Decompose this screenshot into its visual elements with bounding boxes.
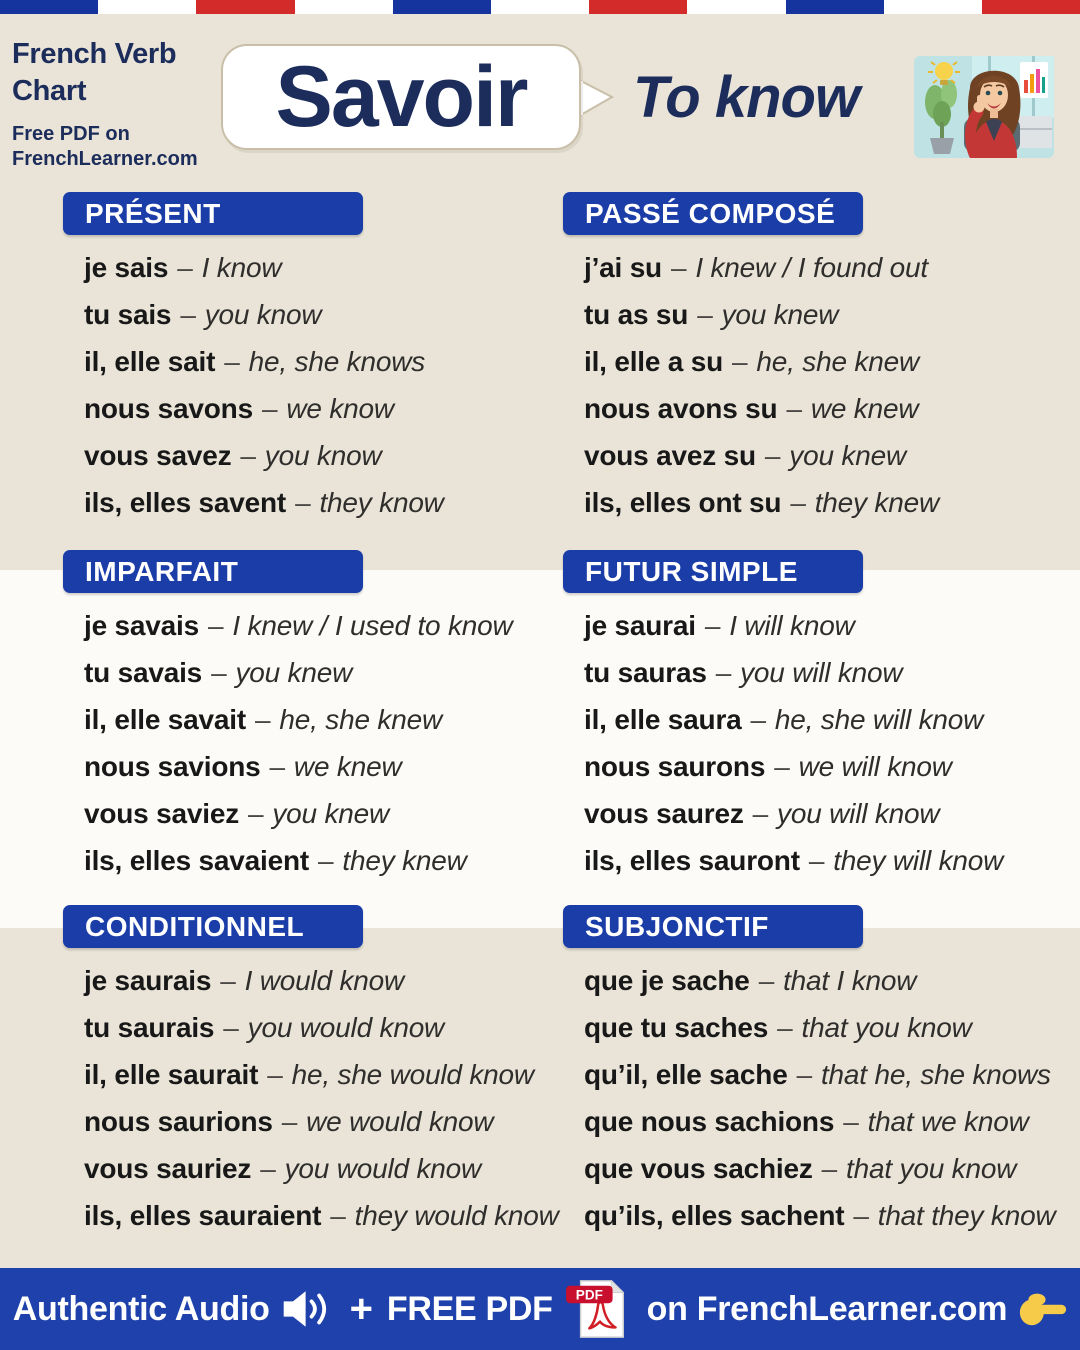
conjugation-row (584, 957, 1080, 1004)
section-passe-compose (563, 192, 1080, 526)
french-conjugation: vous saviez (84, 798, 239, 829)
english-translation: you know (264, 440, 382, 471)
conjugation-list (63, 957, 580, 1239)
conjugation-row (584, 1145, 1080, 1192)
english-translation: I knew / I used to know (232, 610, 513, 641)
separator: – (853, 1200, 869, 1231)
separator: – (774, 751, 790, 782)
separator: – (790, 487, 806, 518)
conjugation-row (84, 649, 580, 696)
separator: – (752, 798, 769, 829)
plus-sign: + (349, 1286, 373, 1331)
french-conjugation: ils, elles savent (84, 487, 287, 518)
tense-header: IMPARFAIT (63, 550, 363, 593)
separator: – (281, 1106, 298, 1137)
section-conditionnel (63, 905, 580, 1239)
section-futur-simple (563, 550, 1080, 884)
english-translation: we knew (810, 393, 919, 424)
separator: – (255, 704, 271, 735)
english-translation: we would know (306, 1106, 494, 1137)
french-conjugation: j’ai su (584, 252, 662, 283)
site-label: on FrenchLearner.com (646, 1289, 1008, 1328)
audio-label: Authentic Audio (12, 1289, 270, 1328)
french-conjugation: vous savez (84, 440, 232, 471)
conjugation-row (584, 479, 1080, 526)
conjugation-row (84, 743, 580, 790)
french-conjugation: ils, elles sauront (584, 845, 800, 876)
separator: – (220, 965, 236, 996)
free-pdf-label: FREE PDF (386, 1289, 553, 1328)
english-translation: you would know (284, 1153, 482, 1184)
english-translation: you knew (721, 299, 839, 330)
french-conjugation: nous saurons (584, 751, 766, 782)
french-conjugation: ils, elles ont su (584, 487, 782, 518)
separator: – (224, 346, 240, 377)
separator: – (715, 657, 732, 688)
english-translation: you knew (272, 798, 390, 829)
conjugation-row (84, 602, 580, 649)
separator: – (295, 487, 311, 518)
french-conjugation: que je sache (584, 965, 750, 996)
conjugation-list (563, 602, 1080, 884)
english-translation: they know (319, 487, 444, 518)
separator: – (764, 440, 781, 471)
conjugation-row (584, 649, 1080, 696)
french-conjugation: nous savons (84, 393, 253, 424)
french-conjugation: qu’il, elle sache (584, 1059, 788, 1090)
kicker-line: Chart (12, 75, 87, 107)
english-translation: you will know (740, 657, 903, 688)
english-translation: they will know (833, 845, 1004, 876)
separator: – (207, 610, 224, 641)
separator: – (786, 393, 802, 424)
conjugation-row (84, 1192, 580, 1239)
footer-banner (0, 1268, 1080, 1350)
separator: – (704, 610, 721, 641)
separator: – (248, 798, 264, 829)
english-translation: you would know (247, 1012, 445, 1043)
separator: – (260, 1153, 276, 1184)
tense-header: SUBJONCTIF (563, 905, 863, 948)
separator: – (269, 751, 285, 782)
english-translation: he, she knows (248, 346, 426, 377)
conjugation-list (563, 957, 1080, 1239)
conjugation-row (84, 696, 580, 743)
separator: – (843, 1106, 859, 1137)
separator: – (758, 965, 775, 996)
conjugation-row (84, 244, 580, 291)
speech-bubble-tail (578, 78, 616, 118)
separator: – (777, 1012, 793, 1043)
conjugation-row (584, 1004, 1080, 1051)
free-pdf-note (12, 122, 198, 172)
conjugation-row (584, 244, 1080, 291)
tense-header: PASSÉ COMPOSÉ (563, 192, 863, 235)
bar-chart-poster (1020, 62, 1048, 98)
french-conjugation: tu savais (84, 657, 203, 688)
separator: – (211, 657, 227, 688)
french-conjugation: je saurais (84, 965, 212, 996)
english-translation: he, she knew (279, 704, 442, 735)
pdf-badge-text: PDF (575, 1287, 603, 1303)
separator: – (318, 845, 334, 876)
conjugation-row (84, 291, 580, 338)
french-conjugation: ils, elles savaient (84, 845, 310, 876)
english-translation: I would know (244, 965, 405, 996)
section-present (63, 192, 580, 526)
tense-header: FUTUR SIMPLE (563, 550, 863, 593)
french-conjugation: il, elle savait (84, 704, 246, 735)
verb-title: Savoir (275, 49, 527, 145)
conjugation-row (584, 790, 1080, 837)
conjugation-row (584, 338, 1080, 385)
conjugation-row (584, 1098, 1080, 1145)
english-translation: they knew (342, 845, 467, 876)
conjugation-list (563, 244, 1080, 526)
french-conjugation: je saurai (584, 610, 696, 641)
english-translation: I know (201, 252, 282, 283)
french-conjugation: tu saurais (84, 1012, 215, 1043)
english-translation: I knew / I found out (695, 252, 928, 283)
conjugation-row (84, 1051, 580, 1098)
conjugation-row (84, 338, 580, 385)
conjugation-row (84, 479, 580, 526)
conjugation-row (584, 602, 1080, 649)
french-conjugation: il, elle sait (84, 346, 216, 377)
decorative-stripes (0, 0, 1080, 14)
conjugation-row (84, 837, 580, 884)
conjugation-row (84, 1098, 580, 1145)
english-translation: you knew (235, 657, 353, 688)
tense-header: PRÉSENT (63, 192, 363, 235)
french-conjugation: tu sais (84, 299, 172, 330)
separator: – (750, 704, 766, 735)
conjugation-row (584, 1051, 1080, 1098)
english-translation: that you know (846, 1153, 1017, 1184)
conjugation-row (584, 432, 1080, 479)
english-translation: we knew (293, 751, 402, 782)
english-translation: he, she will know (774, 704, 984, 735)
conjugation-row (584, 743, 1080, 790)
conjugation-row (584, 696, 1080, 743)
kicker-line: French Verb (12, 38, 177, 70)
english-translation: that we know (867, 1106, 1029, 1137)
english-translation: I will know (729, 610, 855, 641)
separator: – (223, 1012, 239, 1043)
french-conjugation: tu as su (584, 299, 689, 330)
pdf-file-icon (565, 1278, 635, 1340)
tense-header: CONDITIONNEL (63, 905, 363, 948)
french-conjugation: il, elle saurait (84, 1059, 259, 1090)
french-conjugation: il, elle saura (584, 704, 742, 735)
section-subjonctif (563, 905, 1080, 1239)
separator: – (796, 1059, 812, 1090)
french-conjugation: vous sauriez (84, 1153, 252, 1184)
english-translation: he, she knew (756, 346, 919, 377)
english-translation: they would know (354, 1200, 559, 1231)
conjugation-list (63, 244, 580, 526)
english-translation: that he, she knows (820, 1059, 1051, 1090)
separator: – (670, 252, 687, 283)
english-translation: that you know (801, 1012, 972, 1043)
conjugation-row (84, 957, 580, 1004)
english-translation: that they know (877, 1200, 1056, 1231)
french-conjugation: que tu saches (584, 1012, 769, 1043)
french-conjugation: vous saurez (584, 798, 744, 829)
french-conjugation: ils, elles sauraient (84, 1200, 322, 1231)
teacher-illustration (914, 56, 1054, 158)
separator: – (267, 1059, 283, 1090)
english-translation: we know (286, 393, 394, 424)
french-conjugation: il, elle a su (584, 346, 724, 377)
french-conjugation: que vous sachiez (584, 1153, 813, 1184)
conjugation-row (84, 790, 580, 837)
french-conjugation: vous avez su (584, 440, 756, 471)
free-pdf-line: FrenchLearner.com (12, 148, 198, 170)
chart-kicker (12, 36, 176, 110)
speaker-icon (282, 1287, 336, 1331)
french-conjugation: nous saurions (84, 1106, 273, 1137)
separator: – (821, 1153, 838, 1184)
english-translation: they knew (814, 487, 939, 518)
french-conjugation: que nous sachions (584, 1106, 835, 1137)
separator: – (240, 440, 256, 471)
conjugation-row (584, 385, 1080, 432)
verb-speech-bubble (221, 44, 581, 150)
conjugation-row (84, 1145, 580, 1192)
french-conjugation: je sais (84, 252, 169, 283)
french-conjugation: je savais (84, 610, 199, 641)
conjugation-row (584, 291, 1080, 338)
french-conjugation: qu’ils, elles sachent (584, 1200, 845, 1231)
french-conjugation: nous savions (84, 751, 261, 782)
english-translation: you knew (789, 440, 906, 471)
free-pdf-line: Free PDF on (12, 123, 130, 145)
separator: – (697, 299, 713, 330)
separator: – (808, 845, 825, 876)
french-conjugation: tu sauras (584, 657, 707, 688)
separator: – (180, 299, 196, 330)
section-imparfait (63, 550, 580, 884)
french-conjugation: nous avons su (584, 393, 778, 424)
conjugation-row (84, 432, 580, 479)
pointing-hand-icon (1019, 1290, 1067, 1328)
english-translation: you know (204, 299, 322, 330)
english-translation: that I know (783, 965, 917, 996)
english-translation: we will know (798, 751, 952, 782)
verb-translation: To know (633, 64, 860, 130)
conjugation-list (63, 602, 580, 884)
separator: – (261, 393, 278, 424)
english-translation: he, she would know (291, 1059, 534, 1090)
english-translation: you will know (777, 798, 940, 829)
conjugation-row (584, 1192, 1080, 1239)
conjugation-row (84, 1004, 580, 1051)
separator: – (732, 346, 748, 377)
conjugation-row (584, 837, 1080, 884)
separator: – (177, 252, 193, 283)
separator: – (330, 1200, 346, 1231)
conjugation-row (84, 385, 580, 432)
